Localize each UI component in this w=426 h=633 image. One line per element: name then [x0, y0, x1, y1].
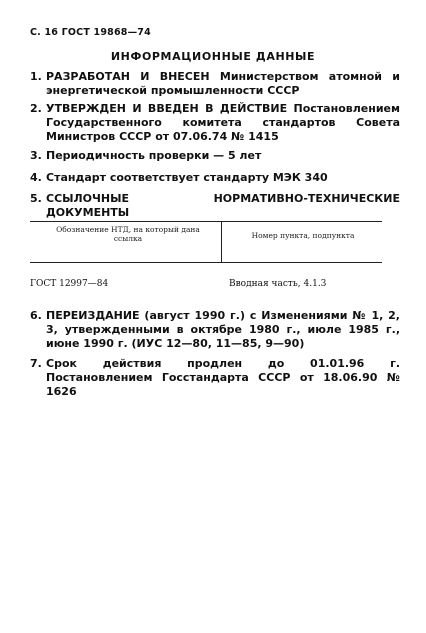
info-item-2 — [30, 102, 400, 144]
table-cell-ntd: ГОСТ 12997—84 — [30, 279, 109, 289]
item-number: 2. — [30, 102, 42, 115]
document-code: ГОСТ 19868—74 — [61, 27, 151, 38]
info-item-3 — [30, 149, 400, 163]
item-number: 7. — [30, 357, 42, 370]
column-header-clause: Номер пункта, подпункта — [251, 231, 355, 240]
item-number: 4. — [30, 171, 42, 184]
item-text: Срок действия продлен до 01.01.96 г. Постановлением Госстандарта СССР от 18.06.90 № 1626 — [46, 357, 400, 398]
info-item-1 — [30, 70, 400, 98]
item-number: 3. — [30, 149, 42, 162]
item-number: 5. — [30, 192, 42, 205]
page-header — [30, 27, 151, 38]
info-item-6 — [30, 309, 400, 351]
info-item-7 — [30, 357, 400, 399]
section-title: ИНФОРМАЦИОННЫЕ ДАННЫЕ — [110, 50, 316, 63]
info-item-5 — [30, 192, 400, 220]
table-cell-clause: Вводная часть, 4.1.3 — [229, 279, 327, 289]
item-text: Периодичность проверки — 5 лет — [46, 149, 262, 162]
item-text: УТВЕРЖДЕН И ВВЕДЕН В ДЕЙСТВИЕ Постановлением Государственного комитета стандартов Совета Министров СССР от 07.06.74 № 1415 — [46, 102, 400, 143]
info-item-4 — [30, 171, 400, 185]
table-column-divider — [221, 221, 222, 262]
item-text: РАЗРАБОТАН И ВНЕСЕН Министерством атомной и энергетической промышленности СССР — [46, 70, 400, 97]
item-number: 1. — [30, 70, 42, 83]
item-text: ПЕРЕИЗДАНИЕ (август 1990 г.) с Изменениями № 1, 2, 3, утвержденными в октябре 1980 г., июле 1985 г., июне 1990 г. (ИУС 12—80, 11—85, 9—90) — [46, 309, 400, 350]
page-number: С. 16 — [30, 27, 59, 38]
column-header-ntd: Обозначение НТД, на который дана ссылка — [56, 225, 200, 243]
item-text: ССЫЛОЧНЫЕ НОРМАТИВНО-ТЕХНИЧЕСКИЕ ДОКУМЕНТЫ — [46, 192, 400, 219]
item-text: Стандарт соответствует стандарту МЭК 340 — [46, 171, 328, 184]
item-number: 6. — [30, 309, 42, 322]
